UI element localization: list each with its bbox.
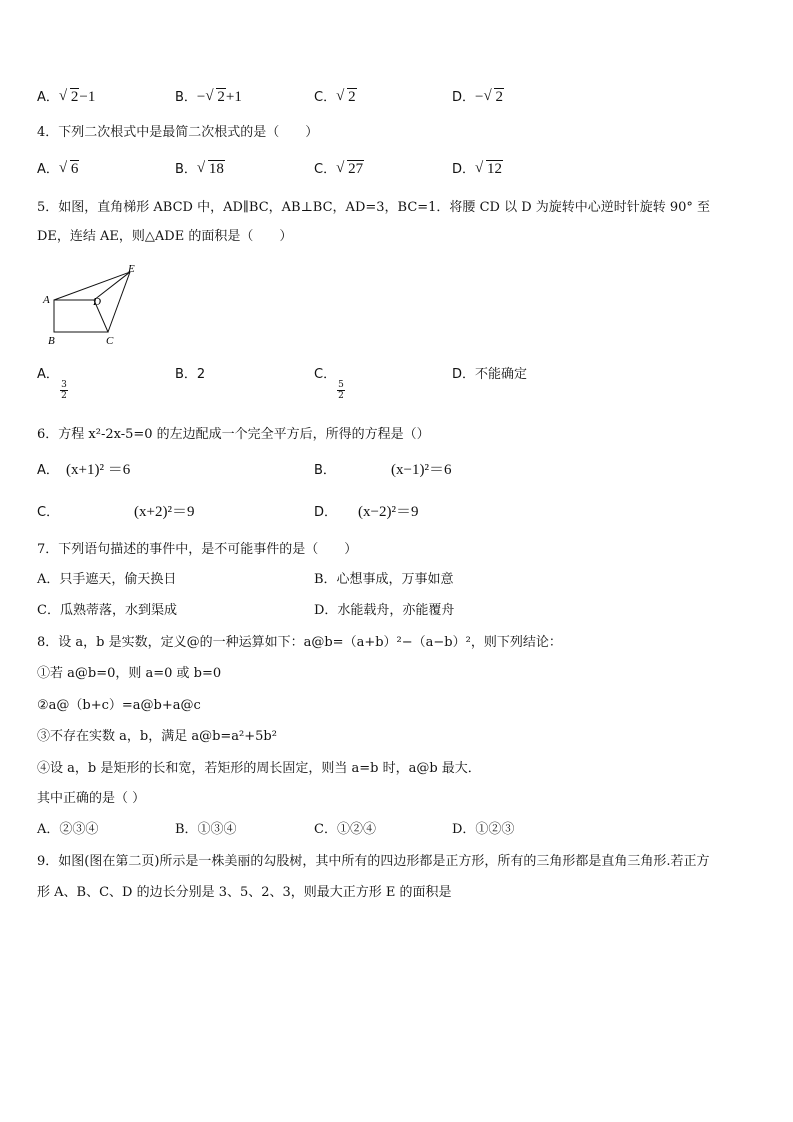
q5-option-c-fraction: $\frac{5}{2}$ — [338, 380, 344, 401]
q8-option-a: A．②③④ — [37, 822, 99, 837]
q6-option-a-label: A． — [37, 463, 59, 478]
q3-option-b: B．− √ 2+1 — [175, 88, 242, 105]
q6-option-b-label: B． — [314, 463, 336, 478]
q7-option-d: D．水能载舟，亦能覆舟 — [314, 603, 455, 618]
q9-line1: 9．如图(图在第二页)所示是一株美丽的勾股树，其中所有的四边形都是正方形，所有的三角形都是直角三角形.若正方 — [37, 854, 710, 869]
q5-option-b: B．2 — [175, 367, 206, 382]
q9-line2: 形 A、B、C、D 的边长分别是 3、5、2、3，则最大正方形 E 的面积是 — [37, 885, 452, 900]
q6-option-c-label: C． — [37, 505, 60, 520]
q8-stem: 8．设 a，b 是实数，定义@的一种运算如下：a@b=（a+b）²−（a−b）²，则下列结论： — [37, 635, 562, 650]
q5-option-d: D．不能确定 — [452, 367, 528, 382]
q5-option-a-fraction: $\frac{3}{2}$ — [61, 380, 67, 401]
label-b: B — [48, 335, 55, 347]
q4-stem: 4．下列二次根式中是最简二次根式的是（ ） — [37, 125, 319, 140]
q8-question: 其中正确的是（ ） — [37, 791, 146, 806]
q8-statement-3: ③不存在实数 a，b，满足 a@b=a²+5b² — [37, 729, 277, 744]
label-d: D — [93, 296, 101, 308]
q3-option-a: A． √ 2−1 — [37, 88, 96, 105]
q7-option-c: C．瓜熟蒂落，水到渠成 — [37, 603, 177, 618]
q4-option-b: B． √ 18 — [175, 160, 224, 177]
q8-option-c: C．①②④ — [314, 822, 376, 837]
q5-option-a: A． — [37, 367, 59, 382]
q6-option-d-label: D． — [314, 505, 338, 520]
q8-statement-1: ①若 a@b=0，则 a=0 或 b=0 — [37, 666, 222, 681]
label-e: E — [128, 263, 135, 275]
q3-option-c: C． √ 2 — [314, 88, 356, 105]
q6-option-c-expr: (x+2)²＝9 — [134, 504, 195, 520]
label-a: A — [43, 294, 50, 306]
q5-stem-line2: DE，连结 AE，则△ADE 的面积是（ ） — [37, 229, 293, 244]
q6-option-b-expr: (x−1)²＝6 — [391, 462, 452, 478]
q8-statement-2: ②a@（b+c）=a@b+a@c — [37, 698, 201, 713]
label-c: C — [106, 335, 114, 347]
q6-option-d-expr: (x−2)²＝9 — [358, 504, 419, 520]
q5-trapezoid-figure — [36, 260, 146, 350]
q8-option-d: D．①②③ — [452, 822, 515, 837]
q5-stem-line1: 5．如图，直角梯形 ABCD 中，AD∥BC，AB⊥BC，AD=3，BC=1．将腰 CD 以 D 为旋转中心逆时针旋转 90° 至 — [37, 200, 711, 215]
q6-option-a-expr: (x+1)² ＝6 — [66, 462, 131, 478]
q4-option-c: C． √ 27 — [314, 160, 364, 177]
q4-option-d: D． √ 12 — [452, 160, 503, 177]
q7-option-a: A．只手遮天，偷天换日 — [37, 572, 177, 587]
q3-option-d: D．− √ 2 — [452, 88, 503, 105]
q8-option-b: B．①③④ — [175, 822, 237, 837]
q8-statement-4: ④设 a，b 是矩形的长和宽，若矩形的周长固定，则当 a=b 时，a@b 最大． — [37, 761, 481, 776]
q6-stem: 6．方程 x²-2x-5=0 的左边配成一个完全平方后，所得的方程是（） — [37, 427, 430, 442]
segment-ae — [54, 272, 130, 300]
q4-option-a: A． √ 6 — [37, 160, 79, 177]
q7-stem: 7．下列语句描述的事件中，是不可能事件的是（ ） — [37, 542, 358, 557]
q5-option-c: C． — [314, 367, 337, 382]
q7-option-b: B．心想事成，万事如意 — [314, 572, 454, 587]
